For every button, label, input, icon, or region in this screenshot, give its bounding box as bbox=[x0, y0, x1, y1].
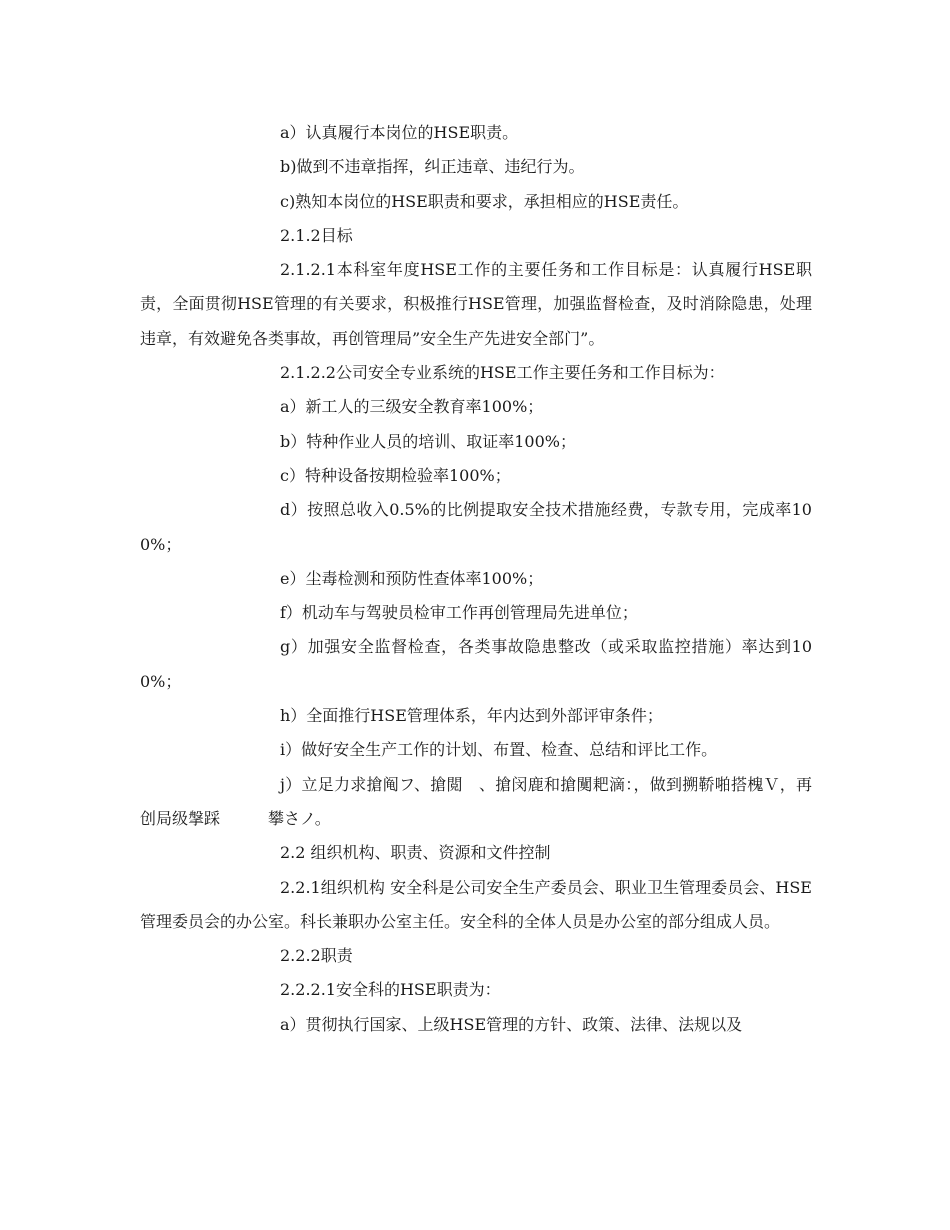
document-body bbox=[140, 116, 812, 1042]
list-item-f: f）机动车与驾驶员检审工作再创管理局先进单位； bbox=[280, 603, 638, 623]
paragraph-2: b)做到不违章指挥，纠正违章、违纪行为。 bbox=[280, 157, 585, 177]
list-item-i: i）做好安全生产工作的计划、布置、检查、总结和评比工作。 bbox=[280, 740, 718, 760]
list-item-a-2: a）贯彻执行国家、上级HSE管理的方针、政策、法律、法规以及 bbox=[280, 1014, 743, 1034]
list-item-a: a）新工人的三级安全教育率100%； bbox=[280, 397, 544, 417]
section-heading-2-2: 2.2 组织机构、职责、资源和文件控制 bbox=[280, 843, 551, 863]
paragraph-1: a）认真履行本岗位的HSE职责。 bbox=[280, 123, 519, 142]
list-item-g: g）加强安全监督检查，各类事故隐患整改（或采取监控措施）率达到100%； bbox=[140, 637, 812, 691]
list-item-b: b）特种作业人员的培训、取证率100%； bbox=[280, 431, 576, 451]
paragraph-2-2-1: 2.2.1组织机构 安全科是公司安全生产委员会、职业卫生管理委员会、HSE管理委员会的办公室。科长兼职办公室主任。安全科的全体人员是办公室的部分组成人员。 bbox=[140, 877, 812, 931]
list-item-d: d）按照总收入0.5%的比例提取安全技术措施经费，专款专用，完成率100%； bbox=[140, 500, 812, 554]
paragraph-6: 2.1.2.2公司安全专业系统的HSE工作主要任务和工作目标为： bbox=[280, 363, 725, 383]
section-heading-2-1-2: 2.1.2目标 bbox=[280, 225, 353, 245]
list-item-c: c）特种设备按期检验率100%； bbox=[280, 465, 511, 485]
paragraph-5: 2.1.2.1本科室年度HSE工作的主要任务和工作目标是：认真履行HSE职责，全面贯彻HSE管理的有关要求，积极推行HSE管理，加强监督检查，及时消除隐患，处理违章，有效避免各类事故，再创管理局”安全生产先进安全部门”。 bbox=[140, 260, 812, 348]
paragraph-2-2-2-1: 2.2.2.1安全科的HSE职责为： bbox=[280, 980, 501, 1000]
list-item-j: j）立足力求搶阄フ、搶閲 、搶闵鹿和搶闃耙滴：，做到搠鞒啪搭槐Ｖ，再创局级搫踩 攀さノ。 bbox=[140, 774, 812, 828]
list-item-e: e）尘毒检测和预防性查体率100%； bbox=[280, 568, 544, 588]
list-item-h: h）全面推行HSE管理体系，年内达到外部评审条件； bbox=[280, 706, 663, 726]
paragraph-3: c)熟知本岗位的HSE职责和要求，承担相应的HSE责任。 bbox=[280, 191, 689, 211]
section-heading-2-2-2: 2.2.2职责 bbox=[280, 946, 353, 966]
